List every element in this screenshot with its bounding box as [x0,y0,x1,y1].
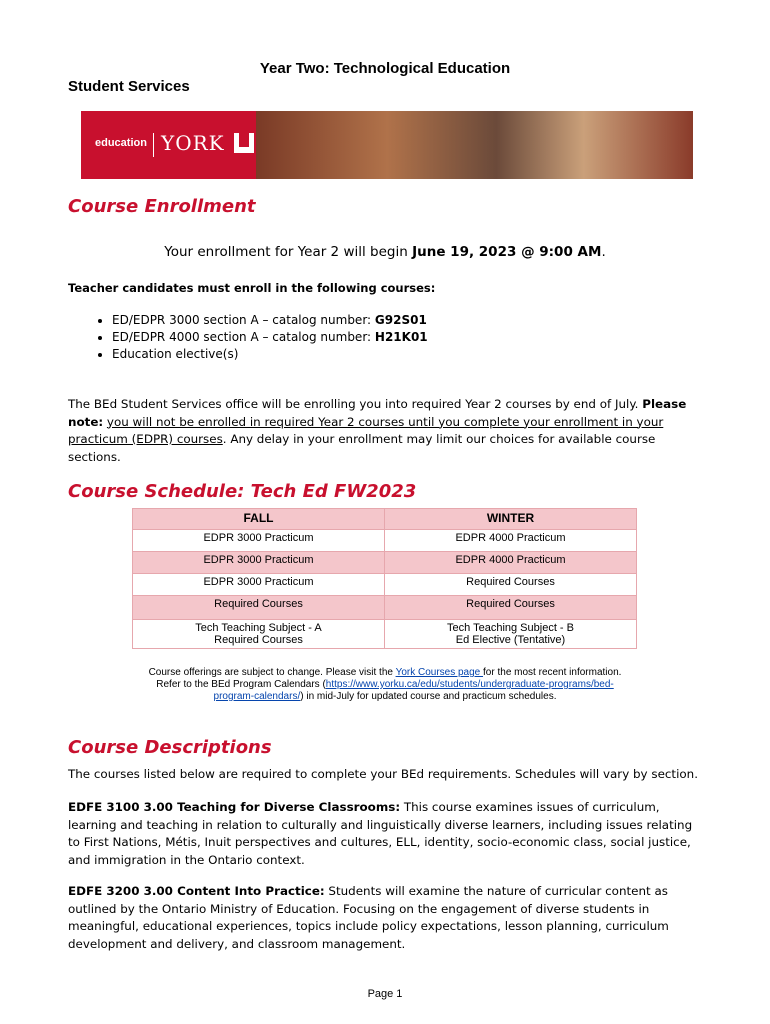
table-row [133,596,637,620]
course-body: This course examines issues of curriculum, learning and teaching in relation to culturally and linguistically diverse learners, including issues relating to First Nations, Métis, Inuit perspectives and cultures, ELL, identity, socio-economic class, social justice, and immigration in the Ontario context. [68,800,693,867]
table-cell: EDPR 3000 Practicum [133,530,385,552]
enrollment-start-date: June 19, 2023 @ 9:00 AM [412,244,602,260]
cell-line: Ed Elective (Tentative) [455,634,566,646]
york-education-banner [81,111,693,179]
table-cell: EDPR 4000 Practicum [385,552,637,574]
table-cell [133,620,385,649]
schedule-table [132,508,637,649]
enrollment-note-suffix: . Any delay in your enrollment may limit our choices for available course sections. [68,432,656,464]
enrollment-note-prefix: The BEd Student Services office will be enrolling you into required Year 2 courses by end of July. [68,397,643,411]
banner-divider [153,133,154,157]
enrollment-intro [0,244,770,260]
banner-education-label: education [95,137,147,149]
schedule-note-suffix: for the most recent information. [483,667,622,678]
table-cell: EDPR 4000 Practicum [385,530,637,552]
table-header-row [133,509,637,530]
table-cell: Required Courses [385,596,637,620]
must-enroll-label: Teacher candidates must enroll in the following courses: [68,281,436,295]
table-cell: Required Courses [133,596,385,620]
table-row [133,620,637,649]
document-subtitle: Student Services [68,78,190,95]
column-header-winter: WINTER [385,509,637,530]
please-note-label: Please note: [68,397,687,429]
schedule-heading: Course Schedule: Tech Ed FW2023 [68,481,417,502]
page-number: Page 1 [367,988,403,1000]
course-description [68,799,704,869]
york-u-logo-icon [234,133,254,153]
course-text: ED/EDPR 3000 section A – catalog number: [112,313,375,327]
list-item [112,312,428,329]
course-text: Education elective(s) [112,347,239,361]
cell-line: Required Courses [214,634,303,646]
schedule-note-prefix: Course offerings are subject to change. Please visit the [148,667,396,678]
descriptions-heading: Course Descriptions [68,737,272,758]
course-text: ED/EDPR 4000 section A – catalog number: [112,330,375,344]
schedule-note-line3 [120,691,650,703]
enrollment-warning: you will not be enrolled in required Year 2 courses until you complete your enrollment in your practicum (EDPR) courses [68,414,664,446]
schedule-note-line1 [120,667,650,679]
calendar-note-prefix: Refer to the BEd Program Calendars ( [156,679,326,690]
table-cell: EDPR 3000 Practicum [133,574,385,596]
catalog-number: H21K01 [374,330,428,344]
course-title: EDFE 3100 3.00 Teaching for Diverse Classrooms: [68,800,401,814]
enrollment-heading: Course Enrollment [68,196,256,217]
enrollment-intro-suffix: . [601,244,606,260]
table-row [133,574,637,596]
table-cell: EDPR 3000 Practicum [133,552,385,574]
descriptions-intro: The courses listed below are required to complete your BEd requirements. Schedules will vary by section. [68,767,698,781]
cell-line: Tech Teaching Subject - A [195,622,322,634]
table-cell [385,620,637,649]
schedule-note [120,667,650,703]
york-courses-link[interactable]: York Courses page [395,667,484,678]
list-item [112,329,428,346]
students-photo [256,111,693,179]
catalog-number: G92S01 [374,313,427,327]
course-title: EDFE 3200 3.00 Content Into Practice: [68,884,325,898]
list-item [112,346,428,363]
banner-york-label: YORK [161,131,225,155]
column-header-fall: FALL [133,509,385,530]
program-calendars-link[interactable]: https://www.yorku.ca/edu/students/undergraduate-programs/bed- [325,679,614,690]
enrollment-intro-prefix: Your enrollment for Year 2 will begin [164,244,413,260]
course-body: Students will examine the nature of curricular content as outlined by the Ontario Ministry of Education. Focusing on the engagement of diverse students in meaningful, educational experiences, topics include policy expectations, lesson planning, curriculum development and delivery, and classroom management. [68,884,669,951]
schedule-note-line2 [120,679,650,691]
course-description [68,883,704,953]
table-row [133,530,637,552]
table-cell: Required Courses [385,574,637,596]
table-row [133,552,637,574]
enrollment-note [68,396,708,466]
required-course-list [90,312,428,363]
document-title: Year Two: Technological Education [259,60,511,77]
cell-line: Tech Teaching Subject - B [447,622,574,634]
calendar-note-suffix: ) in mid-July for updated course and practicum schedules. [300,691,557,702]
program-calendars-link-continued[interactable]: program-calendars/ [213,691,301,702]
